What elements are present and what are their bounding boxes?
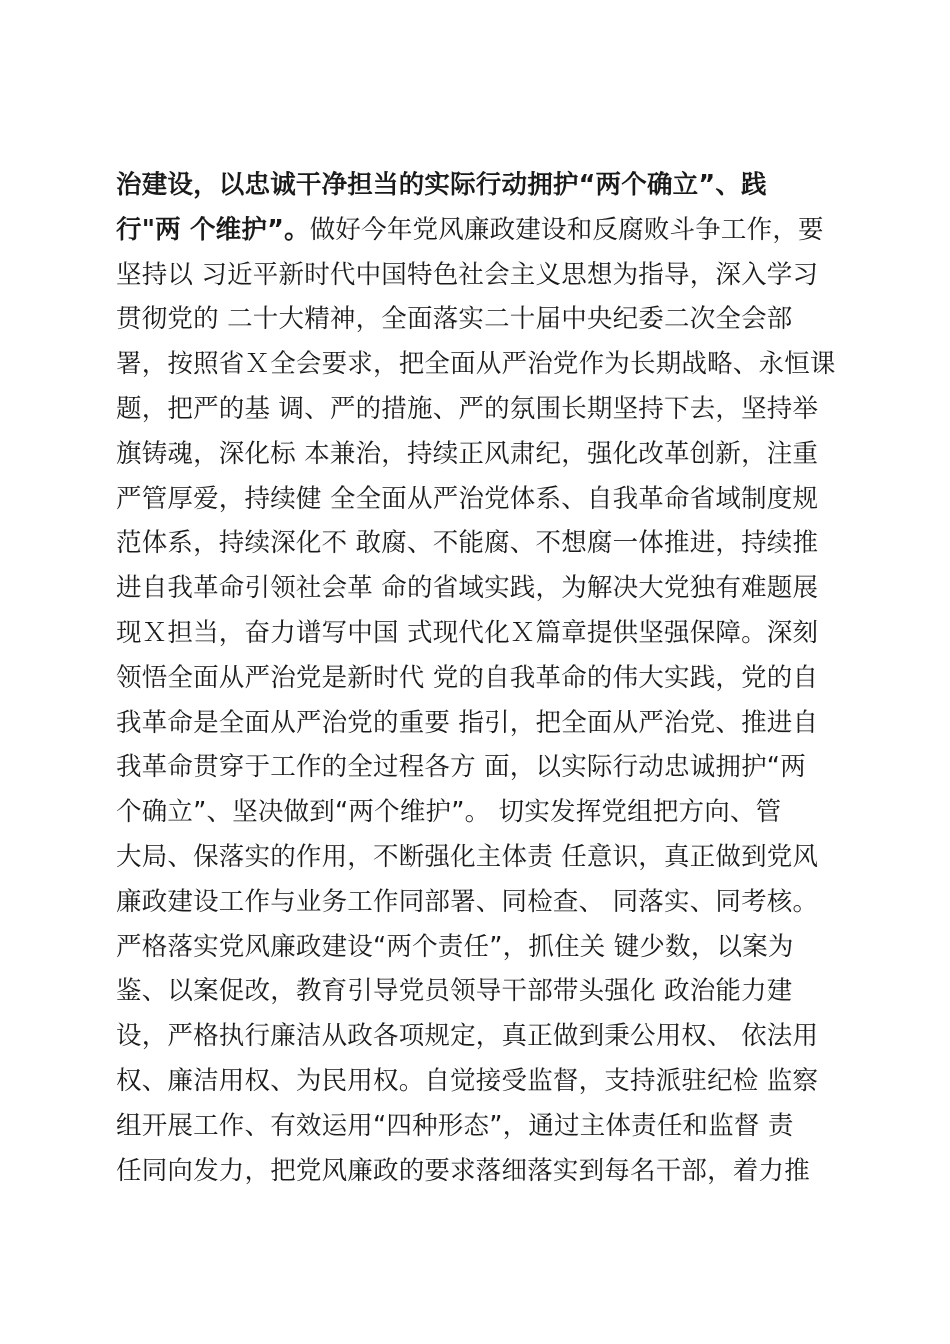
text-line: 现Ｘ担当，奋力谱写中国 式现代化Ｘ篇章提供坚强保障。深刻 xyxy=(116,617,819,648)
text-line: 鉴、以案促改，教育引导党员领导干部带头强化 政治能力建 xyxy=(116,976,793,1007)
body-text xyxy=(116,163,846,1193)
text-line: 贯彻党的 二十大精神，全面落实二十届中央纪委二次全会部 xyxy=(116,304,793,335)
text-line: 严格落实党风廉政建设“两个责任”，抓住关 键少数，以案为 xyxy=(116,931,794,962)
text-line: 廉政建设工作与业务工作同部署、同检查、 同落实、同考核。 xyxy=(116,886,819,917)
text-line: 署，按照省Ｘ全会要求，把全面从严治党作为长期战略、永恒课 xyxy=(116,349,836,380)
text-line: 组开展工作、有效运用“四种形态”，通过主体责任和监督 责 xyxy=(116,1110,794,1141)
text-line: 任同向发力，把党风廉政的要求落细落实到每名干部，着力推 xyxy=(116,1155,810,1186)
text-line: 设，严格执行廉洁从政各项规定，真正做到秉公用权、 依法用 xyxy=(116,1021,819,1052)
text-line: 严管厚爱，持续健 全全面从严治党体系、自我革命省域制度规 xyxy=(116,483,819,514)
text-line: 旗铸魂，深化标 本兼治，持续正风肃纪，强化改革创新，注重 xyxy=(116,438,819,469)
text-line: 我革命是全面从严治党的重要 指引，把全面从严治党、推进自 xyxy=(116,707,819,738)
text-line: 行"两 个维护”。做好今年党风廉政建设和反腐败斗争工作，要 xyxy=(116,214,824,245)
text-line: 坚持以 习近平新时代中国特色社会主义思想为指导，深入学习 xyxy=(116,259,819,290)
text-line: 范体系，持续深化不 敢腐、不能腐、不想腐一体推进，持续推 xyxy=(116,528,819,559)
text-line: 权、廉洁用权、为民用权。自觉接受监督，支持派驻纪检 监察 xyxy=(116,1065,819,1096)
text-line: 个确立”、坚决做到“两个维护”。 切实发挥党组把方向、管 xyxy=(116,797,782,828)
text-line: 治建设，以忠诚干净担当的实际行动拥护“两个确立”、践 xyxy=(116,170,767,200)
text-line: 大局、保落实的作用，不断强化主体责 任意识，真正做到党风 xyxy=(116,841,819,872)
text-line: 进自我革命引领社会革 命的省域实践，为解决大党独有难题展 xyxy=(116,573,819,604)
text-line: 题，把严的基 调、严的措施、严的氛围长期坚持下去，坚持举 xyxy=(116,393,819,424)
text-line: 我革命贯穿于工作的全过程各方 面，以实际行动忠诚拥护“两 xyxy=(116,752,806,783)
text-line: 领悟全面从严治党是新时代 党的自我革命的伟大实践，党的自 xyxy=(116,662,819,693)
